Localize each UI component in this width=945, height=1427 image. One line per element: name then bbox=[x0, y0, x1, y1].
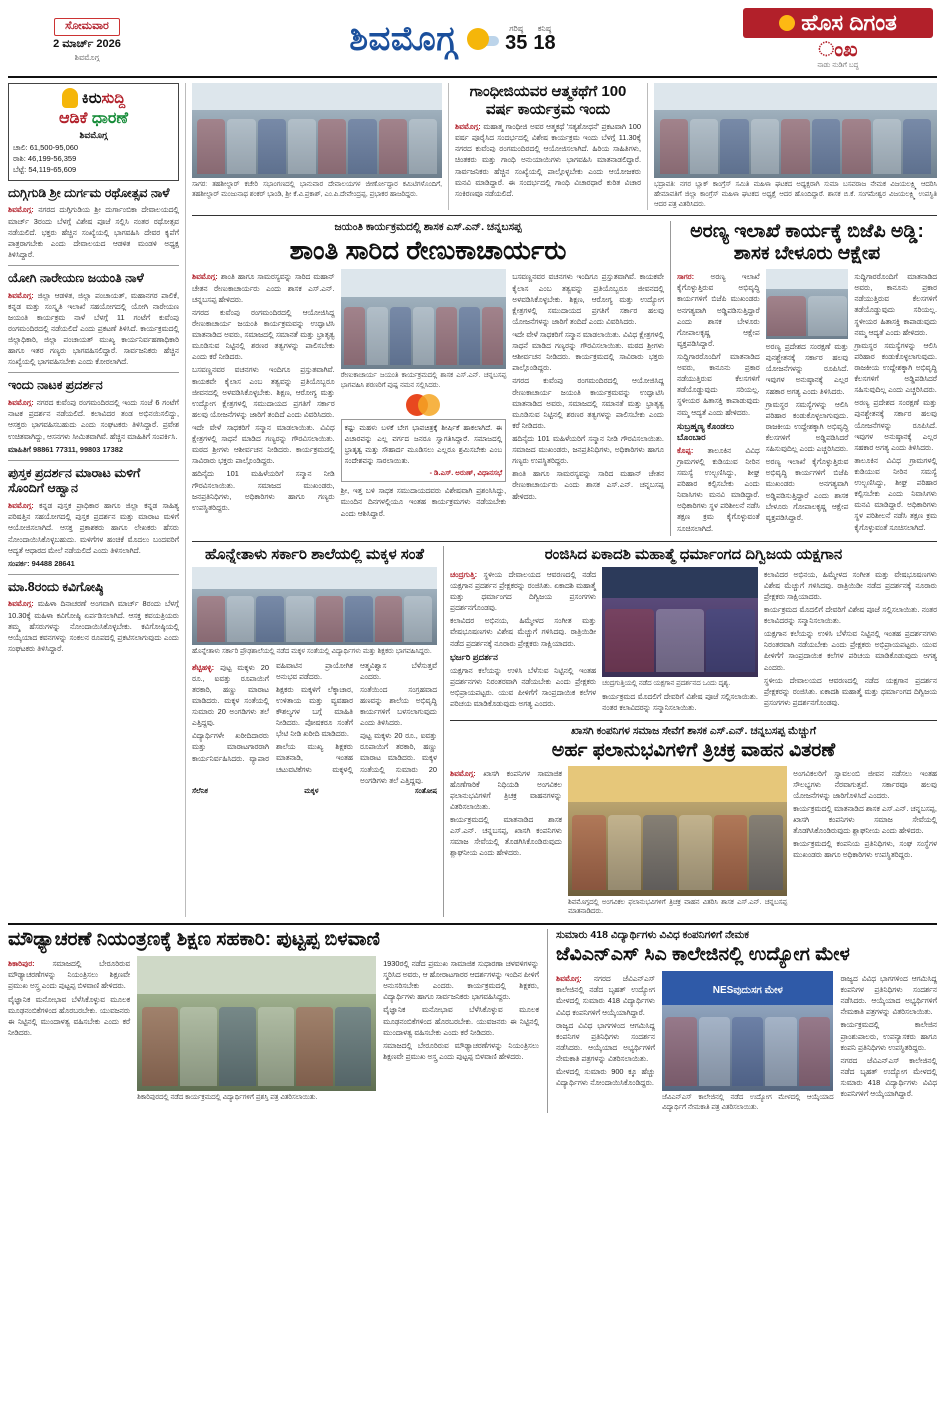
sidebar-headline-1: ದುಗ್ಗಿಗುಡಿ ಶ್ರೀ ದುರ್ಗಮ ರಥೋತ್ಸವ ನಾಳೆ bbox=[8, 185, 170, 200]
brand-sun-icon bbox=[779, 15, 795, 31]
job-fair-kicker: ಸುಮಾರು 418 ವಿದ್ಯಾರ್ಥಿಗಳು ವಿವಿಧ ಕಂಪನಿಗಳಿಗೆ ನೇಮಕ bbox=[556, 929, 750, 942]
masthead bbox=[8, 6, 937, 78]
sidebar-news-5: ಮಾ.8ರಂದು ಕವಿಗೋಷ್ಠಿ ಶಿವಮೊಗ್ಗ: ಮಹಿಳಾ ದಿನಾಚರಣೆ ಅಂಗವಾಗಿ ಮಾರ್ಚ್ 8ರಂದು ಬೆಳಗ್ಗೆ 10.30ಕ್ಕೆ ಮಹಿಳಾ ಕವಿಗೋಷ್ಠಿ ಏರ್ಪಡಿಸಲಾಗಿದೆ. ಆಸಕ್ತ ಕವಯತ್ರಿಯರು ತಮ್ಮ ಹೆಸರುಗಳನ್ನು ನೋಂದಾಯಿಸಿಕೊಳ್ಳಬೇಕು. ಕವಿಗೋಷ್ಠಿಯಲ್ಲಿ ಆಯ್ಕೆಯಾದ ಕವನಗಳನ್ನು ಸಂಕಲನ ರೂಪದಲ್ಲಿ ಪ್ರಕಟಿಸಲಾಗುವುದು ಎಂದು ಸಂಘಟಕರು ತಿಳಿಸಿದ್ದಾರೆ. bbox=[8, 579, 179, 654]
brand-sub: ಂಖ bbox=[818, 39, 858, 61]
photo-renukacharya-jayanti bbox=[341, 269, 507, 369]
superstition-headline: ಮೌಢ್ಯಾಚರಣೆ ನಿಯಂತ್ರಣಕ್ಕೆ ಶಿಕ್ಷಣ ಸಹಕಾರಿ: ಪುಟ್ಟಪ್ಪ ಬಿಳವಾಣಿ bbox=[8, 929, 380, 951]
yakshagana-subhead: ಭರ್ಜರಿ ಪ್ರದರ್ಶನ bbox=[450, 651, 498, 662]
masthead-day: ಸೋಮವಾರ bbox=[54, 18, 120, 36]
masthead-center bbox=[162, 20, 743, 59]
ad-city-1: ಶಿವಮೊಗ್ಗ bbox=[79, 130, 108, 140]
photo-caption: ಸಾಗರ: ತಹಶೀಲ್ದಾರ್ ಕಚೇರಿ ಸಭಾಂಗಣದಲ್ಲಿ ಭಾನುವಾರ ದೇವಾಲಯಗಳ ಜೀರ್ಣೋದ್ಧಾರ ಕಮಿಟಿಗಳೊಂದಿಗೆ, ತಹಶೀಲ್ದಾರ್ ಮಂಜುನಾಥ ಶಂಕರ್ ಭಾಂಡಿ, ಶ್ರೀ ಕೆ.ವಿ.ಪ್ರಕಾಶ್, ಎಂ.ಪಿ.ದೇವೇಂದ್ರಪ್ಪ, ಪ್ರಭಾಕರ ಹಾಜರಿದ್ದರು. bbox=[192, 181, 442, 198]
sidebar-headline-4: ಪುಸ್ತಕ ಪ್ರದರ್ಶನ ಮಾರಾಟ ಮಳಿಗೆ ಸೊಂದಿಗೆ ಆಹ್ವಾನ bbox=[8, 465, 141, 496]
sidebar-phone-3: ಮಾಹಿತಿಗೆ 98861 77311, 99803 17382 bbox=[8, 444, 123, 454]
school-fair-footer-right: ಸಂತೋಷ bbox=[414, 787, 437, 795]
middle-section bbox=[192, 546, 937, 918]
sun-icon bbox=[467, 28, 489, 50]
top-photo-left-block bbox=[192, 83, 442, 210]
school-fair-footer-mid: ಮಕ್ಕಳ bbox=[304, 787, 319, 795]
masthead-date-block bbox=[12, 15, 162, 63]
photo-caption: ರೇಣುಕಾಚಾರ್ಯ ಜಯಂತಿ ಕಾರ್ಯಕ್ರಮದಲ್ಲಿ ಶಾಸಕ ಎಸ್.ಎನ್. ಚನ್ನಬಸಪ್ಪ ಭಾಗವಹಿಸಿ ಶರಣರಿಗೆ ಪುಷ್ಪ ನಮನ ಸಲ್ಲಿಸಿದರು. bbox=[340, 372, 507, 390]
masthead-date: 2 ಮಾರ್ಚ್ 2026 bbox=[53, 38, 121, 50]
photo-students-award bbox=[137, 956, 376, 1091]
top-center-headline: ಗಾಂಧೀಜಿಯವರ ಆತ್ಮಕಥೆಗೆ 100 ವರ್ಷ ಕಾರ್ಯಕ್ರಮ ಇಂದು bbox=[469, 83, 627, 118]
photo-mla-portrait bbox=[766, 269, 849, 339]
lead-col-3: ಬಸವಣ್ಣನವರ ವಚನಗಳು ಇಂದಿಗೂ ಪ್ರಸ್ತುತವಾಗಿವೆ. ಕಾಯಕವೇ ಕೈಲಾಸ ಎಂಬ ತತ್ವವನ್ನು ಪ್ರತಿಯೊಬ್ಬರೂ ಜೀವನದಲ್ಲಿ ಅಳವಡಿಸಿಕೊಳ್ಳಬೇಕು. ಶಿಕ್ಷಣ, ಆರೋಗ್ಯ ಮತ್ತು ಉದ್ಯೋಗ ಕ್ಷೇತ್ರಗಳಲ್ಲಿ ಸಮುದಾಯದ ಪ್ರಗತಿಗೆ ಸರ್ಕಾರ ಹಲವು ಯೋಜನೆಗಳನ್ನು ಜಾರಿಗೆ ತಂದಿದೆ ಎಂದು ವಿವರಿಸಿದರು. ಇದೇ ವೇಳೆ ಸಾಧಕರಿಗೆ ಸನ್ಮಾನ ಮಾಡಲಾಯಿತು. ವಿವಿಧ ಕ್ಷೇತ್ರಗಳಲ್ಲಿ ಸಾಧನೆ ಮಾಡಿದ ಗಣ್ಯರನ್ನು ಗೌರವಿಸಲಾಯಿತು. ಮಠದ ಶ್ರೀಗಳು ಆಶೀರ್ವಚನ ನೀಡಿದರು. ಕಾರ್ಯಕ್ರಮದಲ್ಲಿ ಸಾವಿರಾರು ಭಕ್ತರು ಪಾಲ್ಗೊಂಡಿದ್ದರು. ನಗರದ ಕುವೆಂಪು ರಂಗಮಂದಿರದಲ್ಲಿ ಆಯೋಜಿಸಿದ್ದ ರೇಣುಕಾಚಾರ್ಯ ಜಯಂತಿ ಕಾರ್ಯಕ್ರಮವನ್ನು ಉದ್ಘಾಟಿಸಿ ಮಾತನಾಡಿದ ಅವರು, ಸಮಾಜದಲ್ಲಿ ಸಮಾನತೆ ಮತ್ತು ಭ್ರಾತೃತ್ವ ಮೂಡಿಸುವ ನಿಟ್ಟಿನಲ್ಲಿ ಶರಣರ ತತ್ವಗಳನ್ನು ಪಾಲಿಸಬೇಕು ಎಂದು ಕರೆ ನೀಡಿದರು. ಹದಿನೈದು 101 ಮಹಿಳೆಯರಿಗೆ ಸನ್ಮಾನ ನೀಡಿ ಗೌರವಿಸಲಾಯಿತು. ಸಮಾಜದ ಮುಖಂಡರು, ಜನಪ್ರತಿನಿಧಿಗಳು, ಅಧಿಕಾರಿಗಳು ಹಾಗೂ ಗಣ್ಯರು ಉಪಸ್ಥಿತರಿದ್ದರು. ಶಾಂತಿ ಹಾಗೂ ಸಾಮರಸ್ಯವನ್ನು ಸಾರಿದ ಮಹಾನ್ ಚೇತನ ರೇಣುಕಾಚಾರ್ಯರು ಎಂದು ಶಾಸಕ ಎಸ್.ಎನ್. ಚನ್ನಬಸಪ್ಪ ಹೇಳಿದರು. bbox=[512, 272, 664, 501]
sidebar-news-4: ಪುಸ್ತಕ ಪ್ರದರ್ಶನ ಮಾರಾಟ ಮಳಿಗೆ ಸೊಂದಿಗೆ ಆಹ್ವಾನ ಶಿವಮೊಗ್ಗ: ಕನ್ನಡ ಪುಸ್ತಕ ಪ್ರಾಧಿಕಾರ ಹಾಗೂ ಜಿಲ್ಲಾ ಕನ್ನಡ ಸಾಹಿತ್ಯ ಪರಿಷತ್ತಿನ ಸಹಯೋಗದಲ್ಲಿ ಪುಸ್ತಕ ಪ್ರದರ್ಶನ ಮತ್ತು ಮಾರಾಟ ಮಳಿಗೆ ಆಯೋಜಿಸಲಾಗಿದೆ. ಆಸಕ್ತ ಪ್ರಕಾಶಕರು ಹಾಗೂ ಲೇಖಕರು ಹೆಸರು ನೋಂದಾಯಿಸಿಕೊಳ್ಳಬಹುದು. ಮಳಿಗೆಗಳ ಹಂಚಿಕೆ ಮೊದಲು ಬಂದವರಿಗೆ ಆದ್ಯತೆ ಆಧಾರದ ಮೇಲೆ ನಡೆಯಲಿದೆ ಎಂದು ತಿಳಿಸಲಾಗಿದೆ. ಸಂಪರ್ಕ: 94488 28641 bbox=[8, 465, 179, 568]
temp-max: ಗರಿಷ್ಠ 35 bbox=[505, 24, 528, 54]
brand-name: ಹೊಸ ದಿಗಂತ bbox=[743, 8, 933, 38]
sidebar-phone-4: ಸಂಪರ್ಕ: 94488 28641 bbox=[8, 558, 75, 568]
superstition-story: ಮೌಢ್ಯಾಚರಣೆ ನಿಯಂತ್ರಣಕ್ಕೆ ಶಿಕ್ಷಣ ಸಹಕಾರಿ: ಪುಟ್ಟಪ್ಪ ಬಿಳವಾಣಿ ಶಿಕಾರಿಪುರ: ಸಮಾಜದಲ್ಲಿ ಬೇರೂರಿರುವ ಮೌಢ್ಯಾಚರಣೆಗಳನ್ನು ನಿಯಂತ್ರಿಸಲು ಶಿಕ್ಷಣವೇ ಪ್ರಮುಖ ಅಸ್ತ್ರ ಎಂದು ಪುಟ್ಟಪ್ಪ ಬಿಳವಾಣಿ ಹೇಳಿದರು. ವೈಜ್ಞಾನಿಕ ಮನೋಭಾವ ಬೆಳೆಸಿಕೊಳ್ಳುವ ಮೂಲಕ ಮೂಢನಂಬಿಕೆಗಳಿಂದ ಹೊರಬರಬೇಕು. ಯುವಜನರು ಈ ನಿಟ್ಟಿನಲ್ಲಿ ಮುಂದಾಳತ್ವ ವಹಿಸಬೇಕು ಎಂದು ಕರೆ ನೀಡಿದರು. ಶಿಕಾರಿಪುರದಲ್ಲಿ ನಡೆದ ಕಾರ್ಯಕ್ರಮದಲ್ಲಿ ವಿದ್ಯಾರ್ಥಿಗಳಿಗೆ ಪ್ರಶಸ್ತಿ ಪತ್ರ ವಿತರಿಸಲಾಯಿತು. 1930ರಲ್ಲಿ ನಡೆದ ಪ್ರಮುಖ ಸಾಮಾಜಿಕ ಸುಧಾರಣಾ ಚಳವಳಿಗಳನ್ನು ಸ್ಮರಿಸಿದ ಅವರು, ಆ ಹೋರಾಟಗಾರರ ಆದರ್ಶಗಳನ್ನು ಇಂದಿನ ಪೀಳಿಗೆ ಅನುಸರಿಸಬೇಕು ಎಂದರು. ಕಾರ್ಯಕ್ರಮದಲ್ಲಿ ಶಿಕ್ಷಕರು, ವಿದ್ಯಾರ್ಥಿಗಳು ಹಾಗೂ ಸಾರ್ವಜನಿಕರು ಭಾಗವಹಿಸಿದ್ದರು. ವೈಜ್ಞಾನಿಕ ಮನೋಭಾವ ಬೆಳೆಸಿಕೊಳ್ಳುವ ಮೂಲಕ ಮೂಢನಂಬಿಕೆಗಳಿಂದ ಹೊರಬರಬೇಕು. ಯುವಜನರು ಈ ನಿಟ್ಟಿನಲ್ಲಿ ಮುಂದಾಳತ್ವ ವಹಿಸಬೇಕು ಎಂದು ಕರೆ ನೀಡಿದರು. ಸಮಾಜದಲ್ಲಿ ಬೇರೂರಿರುವ ಮೌಢ್ಯಾಚರಣೆಗಳನ್ನು ನಿಯಂತ್ರಿಸಲು ಶಿಕ್ಷಣವೇ ಪ್ರಮುಖ ಅಸ್ತ್ರ ಎಂದು ಪುಟ್ಟಪ್ಪ ಬಿಳವಾಣಿ ಹೇಳಿದರು. bbox=[8, 929, 548, 1112]
photo-banner-text: NESವುದುಸಗ ಮೇಳ bbox=[712, 985, 783, 997]
yakshagana-headline: ರಂಜಿಸಿದ ಏಕಾದಶಿ ಮಹಾತ್ಮೆ ಧರ್ಮಾಂಗದ ದಿಗ್ವಿಜಯ ಯಕ್ಷಗಾನ bbox=[544, 545, 843, 563]
school-fair-footer-left: ಸೆಲೆನಿಕ bbox=[192, 787, 208, 795]
photo-school-fair bbox=[192, 567, 437, 645]
photo-caption: ಭದ್ರಾವತಿ: ನಗರ ಬ್ಲಾಕ್ ಕಾಂಗ್ರೆಸ್ ಸಮಿತಿ ಮಹಿಳಾ ಘಟಕದ ಅಧ್ಯಕ್ಷರಾಗಿ ಸುಮಾ ಬಸವರಾಜ ನೇಮಕ ವಿಜಯಲಕ್ಷ್ಮಿ ಆದರಿಸಿ ಹೇಮಾವತಿಗೆ ಜಿಲ್ಲಾ ಕಾಂಗ್ರೆಸ್ ಮಹಿಳಾ ಘಟಕದ ಅಧ್ಯಕ್ಷೆ ಆದರ ಹೊಂದಿದ್ದಾರೆ. ಶಾಸಕ ಬಿ.ಕೆ. ಸಂಗಮೇಶ್ವರ ವಿಜಯಲಕ್ಷ್ಮಿ ಉಪಸ್ಥಿತಿ ಆದರ ಪತ್ರ ವಿತರಿಸಿದರು. bbox=[654, 181, 937, 208]
divider bbox=[8, 372, 179, 373]
sidebar-column bbox=[8, 83, 186, 917]
job-fair-headline: ಜೆವಿಎನ್ಎಸ್ ಸಿಎ ಕಾಲೇಜಿನಲ್ಲಿ ಉದ್ಯೋಗ ಮೇಳ bbox=[556, 944, 850, 966]
sidebar-headline-2: ಯೋಗಿ ನಾರೇಯಣ ಜಯಂತಿ ನಾಳೆ bbox=[8, 270, 144, 285]
temp-min: ಕನಿಷ್ಠ 18 bbox=[533, 24, 556, 54]
sidebar-headline-3: ಇಂದು ನಾಟಕ ಪ್ರದರ್ಶನ bbox=[8, 378, 103, 393]
lead-section bbox=[192, 221, 937, 536]
top-strip bbox=[192, 83, 937, 216]
job-fair-story: ಸುಮಾರು 418 ವಿದ್ಯಾರ್ಥಿಗಳು ವಿವಿಧ ಕಂಪನಿಗಳಿಗೆ ನೇಮಕ ಜೆವಿಎನ್ಎಸ್ ಸಿಎ ಕಾಲೇಜಿನಲ್ಲಿ ಉದ್ಯೋಗ ಮೇಳ ಶಿವಮೊಗ್ಗ: ನಗರದ ಜೆವಿಎನ್ಎಸ್ ಕಾಲೇಜಿನಲ್ಲಿ ನಡೆದ ಬೃಹತ್ ಉದ್ಯೋಗ ಮೇಳದಲ್ಲಿ ಸುಮಾರು 418 ವಿದ್ಯಾರ್ಥಿಗಳು ವಿವಿಧ ಕಂಪನಿಗಳಿಗೆ ಆಯ್ಕೆಯಾಗಿದ್ದಾರೆ. ರಾಜ್ಯದ ವಿವಿಧ ಭಾಗಗಳಿಂದ ಆಗಮಿಸಿದ್ದ ಕಂಪನಿಗಳ ಪ್ರತಿನಿಧಿಗಳು ಸಂದರ್ಶನ ನಡೆಸಿದರು. ಆಯ್ಕೆಯಾದ ಅಭ್ಯರ್ಥಿಗಳಿಗೆ ನೇಮಕಾತಿ ಪತ್ರಗಳನ್ನು ವಿತರಿಸಲಾಯಿತು. ಮೇಳದಲ್ಲಿ ಸುಮಾರು 900 ಕ್ಕೂ ಹೆಚ್ಚು ವಿದ್ಯಾರ್ಥಿಗಳು ನೋಂದಾಯಿಸಿಕೊಂಡಿದ್ದರು. NESವುದುಸಗ ಮೇಳ ಜೆವಿಎನ್ಎಸ್ ಕಾಲೇಜಿನಲ್ಲಿ ನಡೆದ ಉದ್ಯೋಗ ಮೇಳದಲ್ಲಿ ಆಯ್ಕೆಯಾದ ವಿದ್ಯಾರ್ಥಿಗೆ ನೇಮಕಾತಿ ಪತ್ರ ವಿತರಿಸಲಾಯಿತು. ರಾಜ್ಯದ ವಿವಿಧ ಭಾಗಗಳಿಂದ ಆಗಮಿಸಿದ್ದ ಕಂಪನಿಗಳ ಪ್ರತಿನಿಧಿಗಳು ಸಂದರ್ಶನ ನಡೆಸಿದರು. ಆಯ್ಕೆಯಾದ ಅಭ್ಯರ್ಥಿಗಳಿಗೆ ನೇಮಕಾತಿ ಪತ್ರಗಳನ್ನು ವಿತರಿಸಲಾಯಿತು. ಕಾರ್ಯಕ್ರಮದಲ್ಲಿ ಕಾಲೇಜಿನ ಪ್ರಾಂಶುಪಾಲರು, ಉಪನ್ಯಾಸಕರು ಹಾಗೂ ಕಂಪನಿ ಪ್ರತಿನಿಧಿಗಳು ಉಪಸ್ಥಿತರಿದ್ದರು. ನಗರದ ಜೆವಿಎನ್ಎಸ್ ಕಾಲೇಜಿನಲ್ಲಿ ನಡೆದ ಬೃಹತ್ ಉದ್ಯೋಗ ಮೇಳದಲ್ಲಿ ಸುಮಾರು 418 ವಿದ್ಯಾರ್ಥಿಗಳು ವಿವಿಧ ಕಂಪನಿಗಳಿಗೆ ಆಯ್ಕೆಯಾಗಿದ್ದಾರೆ. bbox=[556, 929, 937, 1111]
photo-caption: ಜೆವಿಎನ್ಎಸ್ ಕಾಲೇಜಿನಲ್ಲಿ ನಡೆದ ಉದ್ಯೋಗ ಮೇಳದಲ್ಲಿ ಆಯ್ಕೆಯಾದ ವಿದ್ಯಾರ್ಥಿಗೆ ನೇಮಕಾತಿ ಪತ್ರ ವಿತರಿಸಲಾಯಿತು. bbox=[662, 1094, 834, 1111]
bulb-icon bbox=[62, 88, 78, 108]
brand-tagline: ನಾಡು ನುಡಿಗೆ ಬದ್ಧ bbox=[817, 62, 859, 69]
edition-title: ಶಿವಮೊಗ್ಗ bbox=[349, 19, 458, 58]
photo-bhadravathi-congress bbox=[654, 83, 937, 178]
forest-subhead: ಸುಬ್ರಹ್ಮಣ್ಯ ಕೊಂಡಲು ಬೊಂಬಾರ bbox=[677, 420, 734, 442]
school-fair-headline: ಹೊನ್ನೇತಾಳು ಸರ್ಕಾರಿ ಶಾಲೆಯಲ್ಲಿ ಮಕ್ಕಳ ಸಂತೆ bbox=[205, 545, 424, 563]
sidebar-news-2: ಯೋಗಿ ನಾರೇಯಣ ಜಯಂತಿ ನಾಳೆ ಶಿವಮೊಗ್ಗ: ಜಿಲ್ಲಾ ಆಡಳಿತ, ಜಿಲ್ಲಾ ಪಂಚಾಯತ್, ಮಹಾನಗರ ಪಾಲಿಕೆ, ಕನ್ನಡ ಮತ್ತು ಸಂಸ್ಕೃತಿ ಇಲಾಖೆ ಸಹಯೋಗದಲ್ಲಿ ಯೋಗಿ ನಾರೇಯಣ ಜಯಂತಿ ಕಾರ್ಯಕ್ರಮ ನಾಳೆ ಬೆಳಗ್ಗೆ 11 ಗಂಟೆಗೆ ಕುವೆಂಪು ರಂಗಮಂದಿರದಲ್ಲಿ ನಡೆಯಲಿದೆ ಎಂದು ಪ್ರಕಟಣೆ ತಿಳಿಸಿದೆ. ಕಾರ್ಯಕ್ರಮದಲ್ಲಿ ಜಿಲ್ಲಾಧಿಕಾರಿ, ಜಿಲ್ಲಾ ಪಂಚಾಯತ್ ಮುಖ್ಯ ಕಾರ್ಯನಿರ್ವಹಣಾಧಿಕಾರಿ ಹಾಗೂ ಇತರ ಗಣ್ಯರು ಭಾಗವಹಿಸಲಿದ್ದಾರೆ. ಸಾರ್ವಜನಿಕರು ಹೆಚ್ಚಿನ ಸಂಖ್ಯೆಯಲ್ಲಿ ಭಾಗವಹಿಸಬೇಕು ಎಂದು ಕೋರಲಾಗಿದೆ. bbox=[8, 270, 179, 367]
photo-sagar-meeting bbox=[192, 83, 442, 178]
photo-caption: ಶಿವಮೊಗ್ಗದಲ್ಲಿ ಅಂಗವಿಕಲ ಫಲಾನುಭವಿಗಳಿಗೆ ತ್ರಿಚಕ್ರ ವಾಹನ ವಿತರಿಸಿ ಶಾಸಕ ಎಸ್.ಎನ್. ಚನ್ನಬಸಪ್ಪ ಮಾತನಾಡಿದರು. bbox=[568, 898, 788, 916]
forest-story: ಅರಣ್ಯ ಇಲಾಖೆ ಕಾರ್ಯಕ್ಕೆ ಬಿಜೆಪಿ ಅಡ್ಡಿ: ಶಾಸಕ ಬೇಳೂರು ಆಕ್ಷೇಪ ಸಾಗರ: ಅರಣ್ಯ ಇಲಾಖೆ ಕೈಗೊಳ್ಳುತ್ತಿರುವ ಅಭಿವೃದ್ಧಿ ಕಾರ್ಯಗಳಿಗೆ ಬಿಜೆಪಿ ಮುಖಂಡರು ಅನಗತ್ಯವಾಗಿ ಅಡ್ಡಿಪಡಿಸುತ್ತಿದ್ದಾರೆ ಎಂದು ಶಾಸಕ ಬೇಳೂರು ಗೋಪಾಲಕೃಷ್ಣ ಆಕ್ಷೇಪ ವ್ಯಕ್ತಪಡಿಸಿದ್ದಾರೆ. ಸುದ್ದಿಗಾರರೊಂದಿಗೆ ಮಾತನಾಡಿದ ಅವರು, ಕಾನೂನು ಪ್ರಕಾರ ನಡೆಯುತ್ತಿರುವ ಕೆಲಸಗಳಿಗೆ ತಡೆಯೊಡ್ಡುವುದು ಸರಿಯಲ್ಲ. ಸ್ಥಳೀಯರ ಹಿತಾಸಕ್ತಿ ಕಾಪಾಡುವುದು ನಮ್ಮ ಆದ್ಯತೆ ಎಂದು ಹೇಳಿದರು. ಸುಬ್ರಹ್ಮಣ್ಯ ಕೊಂಡಲು ಬೊಂಬಾರ ಕೊಪ್ಪ: ತಾಲೂಕಿನ ವಿವಿಧ ಗ್ರಾಮಗಳಲ್ಲಿ ಕುಡಿಯುವ ನೀರಿನ ಸಮಸ್ಯೆ ಉಲ್ಬಣಿಸಿದ್ದು, ಶೀಘ್ರ ಪರಿಹಾರ ಕಲ್ಪಿಸಬೇಕು ಎಂದು ನಿವಾಸಿಗಳು ಮನವಿ ಮಾಡಿದ್ದಾರೆ. ಅಧಿಕಾರಿಗಳು ಸ್ಥಳ ಪರಿಶೀಲನೆ ನಡೆಸಿ ತಕ್ಷಣ ಕ್ರಮ ಕೈಗೊಳ್ಳುವಂತೆ ಸೂಚಿಸಲಾಗಿದೆ. ಅರಣ್ಯ ಪ್ರದೇಶದ ಸಂರಕ್ಷಣೆ ಮತ್ತು ಪುನಶ್ಚೇತನಕ್ಕೆ ಸರ್ಕಾರ ಹಲವು ಯೋಜನೆಗಳನ್ನು ರೂಪಿಸಿದೆ. ಇವುಗಳ ಅನುಷ್ಠಾನಕ್ಕೆ ಎಲ್ಲರ ಸಹಕಾರ ಅಗತ್ಯ ಎಂದು ತಿಳಿಸಿದರು. ಗ್ರಾಮಸ್ಥರ ಸಮಸ್ಯೆಗಳನ್ನು ಆಲಿಸಿ ಪರಿಹಾರ ಕಂಡುಕೊಳ್ಳಲಾಗುವುದು. ರಾಜಕೀಯ ಉದ್ದೇಶಕ್ಕಾಗಿ ಅಭಿವೃದ್ಧಿ ಕೆಲಸಗಳಿಗೆ ಅಡ್ಡಿಪಡಿಸಿದರೆ ಸಹಿಸುವುದಿಲ್ಲ ಎಂದು ಎಚ್ಚರಿಸಿದರು. ಅರಣ್ಯ ಇಲಾಖೆ ಕೈಗೊಳ್ಳುತ್ತಿರುವ ಅಭಿವೃದ್ಧಿ ಕಾರ್ಯಗಳಿಗೆ ಬಿಜೆಪಿ ಮುಖಂಡರು ಅನಗತ್ಯವಾಗಿ ಅಡ್ಡಿಪಡಿಸುತ್ತಿದ್ದಾರೆ ಎಂದು ಶಾಸಕ ಬೇಳೂರು ಗೋಪಾಲಕೃಷ್ಣ ಆಕ್ಷೇಪ ವ್ಯಕ್ತಪಡಿಸಿದ್ದಾರೆ. ಸುದ್ದಿಗಾರರೊಂದಿಗೆ ಮಾತನಾಡಿದ ಅವರು, ಕಾನೂನು ಪ್ರಕಾರ ನಡೆಯುತ್ತಿರುವ ಕೆಲಸಗಳಿಗೆ ತಡೆಯೊಡ್ಡುವುದು ಸರಿಯಲ್ಲ. ಸ್ಥಳೀಯರ ಹಿತಾಸಕ್ತಿ ಕಾಪಾಡುವುದು ನಮ್ಮ ಆದ್ಯತೆ ಎಂದು ಹೇಳಿದರು. ಗ್ರಾಮಸ್ಥರ ಸಮಸ್ಯೆಗಳನ್ನು ಆಲಿಸಿ ಪರಿಹಾರ ಕಂಡುಕೊಳ್ಳಲಾಗುವುದು. ರಾಜಕೀಯ ಉದ್ದೇಶಕ್ಕಾಗಿ ಅಭಿವೃದ್ಧಿ ಕೆಲಸಗಳಿಗೆ ಅಡ್ಡಿಪಡಿಸಿದರೆ ಸಹಿಸುವುದಿಲ್ಲ ಎಂದು ಎಚ್ಚರಿಸಿದರು. ಅರಣ್ಯ ಪ್ರದೇಶದ ಸಂರಕ್ಷಣೆ ಮತ್ತು ಪುನಶ್ಚೇತನಕ್ಕೆ ಸರ್ಕಾರ ಹಲವು ಯೋಜನೆಗಳನ್ನು ರೂಪಿಸಿದೆ. ಇವುಗಳ ಅನುಷ್ಠಾನಕ್ಕೆ ಎಲ್ಲರ ಸಹಕಾರ ಅಗತ್ಯ ಎಂದು ತಿಳಿಸಿದರು. ತಾಲೂಕಿನ ವಿವಿಧ ಗ್ರಾಮಗಳಲ್ಲಿ ಕುಡಿಯುವ ನೀರಿನ ಸಮಸ್ಯೆ ಉಲ್ಬಣಿಸಿದ್ದು, ಶೀಘ್ರ ಪರಿಹಾರ ಕಲ್ಪಿಸಬೇಕು ಎಂದು ನಿವಾಸಿಗಳು ಮನವಿ ಮಾಡಿದ್ದಾರೆ. ಅಧಿಕಾರಿಗಳು ಸ್ಥಳ ಪರಿಶೀಲನೆ ನಡೆಸಿ ತಕ್ಷಣ ಕ್ರಮ ಕೈಗೊಳ್ಳುವಂತೆ ಸೂಚಿಸಲಾಗಿದೆ. bbox=[677, 220, 938, 533]
lead-col-2: ರೇಣುಕಾಚಾರ್ಯ ಜಯಂತಿ ಕಾರ್ಯಕ್ರಮದಲ್ಲಿ ಶಾಸಕ ಎಸ್.ಎನ್. ಚನ್ನಬಸಪ್ಪ ಭಾಗವಹಿಸಿ ಶರಣರಿಗೆ ಪುಷ್ಪ ನಮನ ಸಲ್ಲಿಸಿದರು. ಕಷ್ಟು ಮಹಳು ಬಳಕೆ ಬೇಗ ಭಾವಚಿತ್ರಕ್ಕೆ ಶೀರ್ಷಿಕೆ ಹಾಕಲಾಗಿದೆ. ಈ ವಿಚಾರವನ್ನು ಎಲ್ಲ ವರ್ಗದ ಜನರೂ ಸ್ವಾಗತಿಸಿದ್ದಾರೆ. ಸಮಾಜದಲ್ಲಿ ಭ್ರಾತೃತ್ವ ಮತ್ತು ಸೌಹಾರ್ದ ಮೂಡಿಸಲು ಎಲ್ಲರೂ ಶ್ರಮಿಸಬೇಕು ಎಂಬ ಸಂದೇಶವನ್ನು ಸಾರಲಾಯಿತು. - ಡಿ.ಎಸ್. ಅರುಣ್, ವಿಧಾನಸಭೆ ಶ್ರೀ, ಇತ್ತ ಬಳಿ ಸಾಧಕ ಸಮುದಾಯದವರು ವಿಶೇಷವಾಗಿ ಪ್ರಶಂಸಿಸಿದ್ದು, ಮುಂದಿನ ದಿನಗಳಲ್ಲಿಯೂ ಇಂತಹ ಕಾರ್ಯಕ್ರಮಗಳು ನಡೆಯಬೇಕು ಎಂದು ಆಶಿಸಿದ್ದಾರೆ. bbox=[341, 269, 507, 520]
yakshagana-and-vehicle: ರಂಜಿಸಿದ ಏಕಾದಶಿ ಮಹಾತ್ಮೆ ಧರ್ಮಾಂಗದ ದಿಗ್ವಿಜಯ ಯಕ್ಷಗಾನ ಚಂದ್ರಗುತ್ತಿ: ಸ್ಥಳೀಯ ದೇವಾಲಯದ ಆವರಣದಲ್ಲಿ ನಡೆದ ಯಕ್ಷಗಾನ ಪ್ರದರ್ಶನ ಪ್ರೇಕ್ಷಕರನ್ನು ರಂಜಿಸಿತು. ಏಕಾದಶಿ ಮಹಾತ್ಮೆ ಮತ್ತು ಧರ್ಮಾಂಗದ ದಿಗ್ವಿಜಯ ಪ್ರಸಂಗಗಳು ಪ್ರದರ್ಶನಗೊಂಡವು. ಕಲಾವಿದರ ಅಭಿನಯ, ಹಿಮ್ಮೇಳದ ಸಂಗೀತ ಮತ್ತು ವೇಷಭೂಷಣಗಳು ವಿಶೇಷ ಮೆಚ್ಚುಗೆ ಗಳಿಸಿದವು. ರಾತ್ರಿಯಿಡೀ ನಡೆದ ಪ್ರದರ್ಶನಕ್ಕೆ ನೂರಾರು ಪ್ರೇಕ್ಷಕರು ಸಾಕ್ಷಿಯಾದರು. ಭರ್ಜರಿ ಪ್ರದರ್ಶನ ಯಕ್ಷಗಾನ ಕಲೆಯನ್ನು ಉಳಿಸಿ ಬೆಳೆಸುವ ನಿಟ್ಟಿನಲ್ಲಿ ಇಂತಹ ಪ್ರದರ್ಶನಗಳು ನಿರಂತರವಾಗಿ ನಡೆಯಬೇಕು ಎಂದು ಪ್ರೇಕ್ಷಕರು ಅಭಿಪ್ರಾಯಪಟ್ಟರು. ಯುವ ಪೀಳಿಗೆಗೆ ಸಾಂಪ್ರದಾಯಿಕ ಕಲೆಗಳ ಪರಿಚಯ ಮಾಡಿಕೊಡುವುದು ಅಗತ್ಯ ಎಂದರು. ಚಂದ್ರಗುತ್ತಿಯಲ್ಲಿ ನಡೆದ ಯಕ್ಷಗಾನ ಪ್ರದರ್ಶನದ ಒಂದು ದೃಶ್ಯ. ಕಾರ್ಯಕ್ರಮದ ಮೊದಲಿಗೆ ದೇವರಿಗೆ ವಿಶೇಷ ಪೂಜೆ ಸಲ್ಲಿಸಲಾಯಿತು. ನಂತರ ಕಲಾವಿದರನ್ನು ಸನ್ಮಾನಿಸಲಾಯಿತು. ಕಲಾವಿದರ ಅಭಿನಯ, ಹಿಮ್ಮೇಳದ ಸಂಗೀತ ಮತ್ತು ವೇಷಭೂಷಣಗಳು ವಿಶೇಷ ಮೆಚ್ಚುಗೆ ಗಳಿಸಿದವು. ರಾತ್ರಿಯಿಡೀ ನಡೆದ ಪ್ರದರ್ಶನಕ್ಕೆ ನೂರಾರು ಪ್ರೇಕ್ಷಕರು ಸಾಕ್ಷಿಯಾದರು. ಕಾರ್ಯಕ್ರಮದ ಮೊದಲಿಗೆ ದೇವರಿಗೆ ವಿಶೇಷ ಪೂಜೆ ಸಲ್ಲಿಸಲಾಯಿತು. ನಂತರ ಕಲಾವಿದರನ್ನು ಸನ್ಮಾನಿಸಲಾಯಿತು. ಯಕ್ಷಗಾನ ಕಲೆಯನ್ನು ಉಳಿಸಿ ಬೆಳೆಸುವ ನಿಟ್ಟಿನಲ್ಲಿ ಇಂತಹ ಪ್ರದರ್ಶನಗಳು ನಿರಂತರವಾಗಿ ನಡೆಯಬೇಕು ಎಂದು ಪ್ರೇಕ್ಷಕರು ಅಭಿಪ್ರಾಯಪಟ್ಟರು. ಯುವ ಪೀಳಿಗೆಗೆ ಸಾಂಪ್ರದಾಯಿಕ ಕಲೆಗಳ ಪರಿಚಯ ಮಾಡಿಕೊಡುವುದು ಅಗತ್ಯ ಎಂದರು. ಸ್ಥಳೀಯ ದೇವಾಲಯದ ಆವರಣದಲ್ಲಿ ನಡೆದ ಯಕ್ಷಗಾನ ಪ್ರದರ್ಶನ ಪ್ರೇಕ್ಷಕರನ್ನು ರಂಜಿಸಿತು. ಏಕಾದಶಿ ಮಹಾತ್ಮೆ ಮತ್ತು ಧರ್ಮಾಂಗದ ದಿಗ್ವಿಜಯ ಪ್ರಸಂಗಗಳು ಪ್ರದರ್ಶನಗೊಂಡವು. ಖಾಸಗಿ ಕಂಪನಿಗಳ ಸಮಾಜ ಸೇವೆಗೆ ಶಾಸಕ ಎಸ್.ಎನ್. ಚನ್ನಬಸಪ್ಪ ಮೆಚ್ಚುಗೆ ಅರ್ಹ ಫಲಾನುಭವಿಗಳಿಗೆ ತ್ರಿಚಕ್ರ ವಾಹನ ವಿತರಣೆ ಶಿವಮೊಗ್ಗ: ಖಾಸಗಿ ಕಂಪನಿಗಳ ಸಾಮಾಜಿಕ ಹೊಣೆಗಾರಿಕೆ ನಿಧಿಯಡಿ ಅಂಗವಿಕಲ ಫಲಾನುಭವಿಗಳಿಗೆ ತ್ರಿಚಕ್ರ ವಾಹನಗಳನ್ನು ವಿತರಿಸಲಾಯಿತು. ಕಾರ್ಯಕ್ರಮದಲ್ಲಿ ಮಾತನಾಡಿದ ಶಾಸಕ ಎಸ್.ಎನ್. ಚನ್ನಬಸಪ್ಪ, ಖಾಸಗಿ ಕಂಪನಿಗಳು ಸಮಾಜ ಸೇವೆಯಲ್ಲಿ ತೊಡಗಿಸಿಕೊಂಡಿರುವುದು ಶ್ಲಾಘನೀಯ ಎಂದು ಹೇಳಿದರು. ಶಿವಮೊಗ್ಗದಲ್ಲಿ ಅಂಗವಿಕಲ ಫಲಾನುಭವಿಗಳಿಗೆ ತ್ರಿಚಕ್ರ ವಾಹನ ವಿತರಿಸಿ ಶಾಸಕ ಎಸ್.ಎನ್. ಚನ್ನಬಸಪ್ಪ ಮಾತನಾಡಿದರು. ಅಂಗವಿಕಲರಿಗೆ ಸ್ವಾವಲಂಬಿ ಜೀವನ ನಡೆಸಲು ಇಂತಹ ಸೌಲಭ್ಯಗಳು ನೆರವಾಗುತ್ತವೆ. ಸರ್ಕಾರವೂ ಹಲವು ಯೋಜನೆಗಳನ್ನು ಜಾರಿಗೊಳಿಸಿದೆ ಎಂದರು. ಕಾರ್ಯಕ್ರಮದಲ್ಲಿ ಮಾತನಾಡಿದ ಶಾಸಕ ಎಸ್.ಎನ್. ಚನ್ನಬಸಪ್ಪ, ಖಾಸಗಿ ಕಂಪನಿಗಳು ಸಮಾಜ ಸೇವೆಯಲ್ಲಿ ತೊಡಗಿಸಿಕೊಂಡಿರುವುದು ಶ್ಲಾಘನೀಯ ಎಂದು ಹೇಳಿದರು. ಕಾರ್ಯಕ್ರಮದಲ್ಲಿ ಕಂಪನಿಯ ಪ್ರತಿನಿಧಿಗಳು, ಸಂಘ ಸಂಸ್ಥೆಗಳ ಮುಖಂಡರು ಹಾಗೂ ಅಧಿಕಾರಿಗಳು ಉಪಸ್ಥಿತರಿದ್ದರು. bbox=[450, 545, 937, 916]
lead-story bbox=[192, 221, 671, 536]
masthead-place: ಶಿವಮೊಗ್ಗ bbox=[74, 52, 100, 62]
ad-box-areca-rates bbox=[8, 83, 179, 181]
school-fair-story: ಹೊನ್ನೇತಾಳು ಸರ್ಕಾರಿ ಶಾಲೆಯಲ್ಲಿ ಮಕ್ಕಳ ಸಂತೆ ಹೊನ್ನೇತಾಳು ಸರ್ಕಾರಿ ಪ್ರೌಢಶಾಲೆಯಲ್ಲಿ ನಡೆದ ಮಕ್ಕಳ ಸಂತೆಯಲ್ಲಿ ವಿದ್ಯಾರ್ಥಿಗಳು ಮತ್ತು ಶಿಕ್ಷಕರು ಭಾಗವಹಿಸಿದ್ದರು. ಶೆಟ್ಟಿಹಳ್ಳಿ: ಪುಟ್ಟ ಮಕ್ಕಳು 20 ರೂ., ಐವತ್ತು ರೂಪಾಯಿಗೆ ತರಕಾರಿ, ಹಣ್ಣು ಮಾರಾಟ ಮಾಡಿದರು. ಮಕ್ಕಳ ಸಂತೆಯಲ್ಲಿ ಸುಮಾರು 20 ಅಂಗಡಿಗಳು ತಲೆ ಎತ್ತಿದ್ದವು. ವಿದ್ಯಾರ್ಥಿಗಳೇ ಖರೀದಿದಾರರು ಮತ್ತು ಮಾರಾಟಗಾರರಾಗಿ ಕಾರ್ಯನಿರ್ವಹಿಸಿದರು. ವ್ಯಾಪಾರ ವಹಿವಾಟಿನ ಪ್ರಾಯೋಗಿಕ ಅನುಭವ ಪಡೆದರು. ಶಿಕ್ಷಕರು ಮಕ್ಕಳಿಗೆ ಲೆಕ್ಕಾಚಾರ, ಉಳಿತಾಯ ಮತ್ತು ವ್ಯವಹಾರ ಕೌಶಲ್ಯಗಳ ಬಗ್ಗೆ ಮಾಹಿತಿ ನೀಡಿದರು. ಪೋಷಕರೂ ಸಂತೆಗೆ ಭೇಟಿ ನೀಡಿ ಖರೀದಿ ಮಾಡಿದರು. ಶಾಲೆಯ ಮುಖ್ಯ ಶಿಕ್ಷಕರು ಮಾತನಾಡಿ, ಇಂತಹ ಚಟುವಟಿಕೆಗಳು ಮಕ್ಕಳಲ್ಲಿ ಆತ್ಮವಿಶ್ವಾಸ ಬೆಳೆಸುತ್ತವೆ ಎಂದರು. ಸಂತೆಯಿಂದ ಸಂಗ್ರಹವಾದ ಹಣವನ್ನು ಶಾಲೆಯ ಅಭಿವೃದ್ಧಿ ಕಾರ್ಯಗಳಿಗೆ ಬಳಸಲಾಗುವುದು ಎಂದು ತಿಳಿಸಿದರು. ಪುಟ್ಟ ಮಕ್ಕಳು 20 ರೂ., ಐವತ್ತು ರೂಪಾಯಿಗೆ ತರಕಾರಿ, ಹಣ್ಣು ಮಾರಾಟ ಮಾಡಿದರು. ಮಕ್ಕಳ ಸಂತೆಯಲ್ಲಿ ಸುಮಾರು 20 ಅಂಗಡಿಗಳು ತಲೆ ಎತ್ತಿದ್ದವು. ಸೆಲೆನಿಕ ಮಕ್ಕಳ ಸಂತೋಷ bbox=[192, 546, 444, 918]
photo-yakshagana bbox=[602, 567, 758, 677]
vehicle-kicker: ಖಾಸಗಿ ಕಂಪನಿಗಳ ಸಮಾಜ ಸೇವೆಗೆ ಶಾಸಕ ಎಸ್.ಎನ್. ಚನ್ನಬಸಪ್ಪ ಮೆಚ್ಚುಗೆ bbox=[570, 724, 817, 737]
photo-tricycle-distribution bbox=[568, 766, 787, 896]
pull-quote: ಕಷ್ಟು ಮಹಳು ಬಳಕೆ ಬೇಗ ಭಾವಚಿತ್ರಕ್ಕೆ ಶೀರ್ಷಿಕೆ ಹಾಕಲಾಗಿದೆ. ಈ ವಿಚಾರವನ್ನು ಎಲ್ಲ ವರ್ಗದ ಜನರೂ ಸ್ವಾಗತಿಸಿದ್ದಾರೆ. ಸಮಾಜದಲ್ಲಿ ಭ್ರಾತೃತ್ವ ಮತ್ತು ಸೌಹಾರ್ದ ಮೂಡಿಸಲು ಎಲ್ಲರೂ ಶ್ರಮಿಸಬೇಕು ಎಂಬ ಸಂದೇಶವನ್ನು ಸಾರಲಾಯಿತು. - ಡಿ.ಎಸ್. ಅರುಣ್, ವಿಧಾನಸಭೆ bbox=[341, 419, 507, 482]
main-column bbox=[192, 83, 937, 917]
lead-body bbox=[192, 269, 664, 520]
lead-kicker: ಜಯಂತಿ ಕಾರ್ಯಕ್ರಮದಲ್ಲಿ ಶಾಸಕ ಎಸ್.ಎನ್. ಚನ್ನಬಸಪ್ಪ bbox=[334, 220, 522, 233]
photo-caption: ಶಿಕಾರಿಪುರದಲ್ಲಿ ನಡೆದ ಕಾರ್ಯಕ್ರಮದಲ್ಲಿ ವಿದ್ಯಾರ್ಥಿಗಳಿಗೆ ಪ್ರಶಸ್ತಿ ಪತ್ರ ವಿತರಿಸಲಾಯಿತು. bbox=[137, 1094, 318, 1102]
bottom-band bbox=[8, 923, 937, 1112]
sidebar-headline-5: ಮಾ.8ರಂದು ಕವಿಗೋಷ್ಠಿ bbox=[8, 579, 104, 594]
forest-headline: ಅರಣ್ಯ ಇಲಾಖೆ ಕಾರ್ಯಕ್ಕೆ ಬಿಜೆಪಿ ಅಡ್ಡಿ: ಶಾಸಕ ಬೇಳೂರು ಆಕ್ಷೇಪ bbox=[690, 220, 924, 265]
ad-title: ಆಡಿಕೆ ಧಾರಣೆ bbox=[58, 110, 129, 127]
divider bbox=[8, 265, 179, 266]
photo-caption: ಚಂದ್ರಗುತ್ತಿಯಲ್ಲಿ ನಡೆದ ಯಕ್ಷಗಾನ ಪ್ರದರ್ಶನದ ಒಂದು ದೃಶ್ಯ. bbox=[602, 679, 731, 687]
page-body bbox=[8, 83, 937, 917]
vehicle-story: ಖಾಸಗಿ ಕಂಪನಿಗಳ ಸಮಾಜ ಸೇವೆಗೆ ಶಾಸಕ ಎಸ್.ಎನ್. ಚನ್ನಬಸಪ್ಪ ಮೆಚ್ಚುಗೆ ಅರ್ಹ ಫಲಾನುಭವಿಗಳಿಗೆ ತ್ರಿಚಕ್ರ ವಾಹನ ವಿತರಣೆ ಶಿವಮೊಗ್ಗ: ಖಾಸಗಿ ಕಂಪನಿಗಳ ಸಾಮಾಜಿಕ ಹೊಣೆಗಾರಿಕೆ ನಿಧಿಯಡಿ ಅಂಗವಿಕಲ ಫಲಾನುಭವಿಗಳಿಗೆ ತ್ರಿಚಕ್ರ ವಾಹನಗಳನ್ನು ವಿತರಿಸಲಾಯಿತು. ಕಾರ್ಯಕ್ರಮದಲ್ಲಿ ಮಾತನಾಡಿದ ಶಾಸಕ ಎಸ್.ಎನ್. ಚನ್ನಬಸಪ್ಪ, ಖಾಸಗಿ ಕಂಪನಿಗಳು ಸಮಾಜ ಸೇವೆಯಲ್ಲಿ ತೊಡಗಿಸಿಕೊಂಡಿರುವುದು ಶ್ಲಾಘನೀಯ ಎಂದು ಹೇಳಿದರು. ಶಿವಮೊಗ್ಗದಲ್ಲಿ ಅಂಗವಿಕಲ ಫಲಾನುಭವಿಗಳಿಗೆ ತ್ರಿಚಕ್ರ ವಾಹನ ವಿತರಿಸಿ ಶಾಸಕ ಎಸ್.ಎನ್. ಚನ್ನಬಸಪ್ಪ ಮಾತನಾಡಿದರು. ಅಂಗವಿಕಲರಿಗೆ ಸ್ವಾವಲಂಬಿ ಜೀವನ ನಡೆಸಲು ಇಂತಹ ಸೌಲಭ್ಯಗಳು ನೆರವಾಗುತ್ತವೆ. ಸರ್ಕಾರವೂ ಹಲವು ಯೋಜನೆಗಳನ್ನು ಜಾರಿಗೊಳಿಸಿದೆ ಎಂದರು. ಕಾರ್ಯಕ್ರಮದಲ್ಲಿ ಮಾತನಾಡಿದ ಶಾಸಕ ಎಸ್.ಎನ್. ಚನ್ನಬಸಪ್ಪ, ಖಾಸಗಿ ಕಂಪನಿಗಳು ಸಮಾಜ ಸೇವೆಯಲ್ಲಿ ತೊಡಗಿಸಿಕೊಂಡಿರುವುದು ಶ್ಲಾಘನೀಯ ಎಂದು ಹೇಳಿದರು. ಕಾರ್ಯಕ್ರಮದಲ್ಲಿ ಕಂಪನಿಯ ಪ್ರತಿನಿಧಿಗಳು, ಸಂಘ ಸಂಸ್ಥೆಗಳ ಮುಖಂಡರು ಹಾಗೂ ಅಧಿಕಾರಿಗಳು ಉಪಸ್ಥಿತರಿದ್ದರು. bbox=[450, 724, 937, 916]
sidebar-news-1: ದುಗ್ಗಿಗುಡಿ ಶ್ರೀ ದುರ್ಗಮ ರಥೋತ್ಸವ ನಾಳೆ ಶಿವಮೊಗ್ಗ: ನಗರದ ದುಗ್ಗಿಗುಡಿಯ ಶ್ರೀ ದುರ್ಗಾಂಬಿಕಾ ದೇವಾಲಯದಲ್ಲಿ ಮಾರ್ಚ್ 3ರಂದು ಬೆಳಗ್ಗೆ ವಿಶೇಷ ಪೂಜೆ ಸಲ್ಲಿಸಿ ನಂತರ ರಥೋತ್ಸವ ನಡೆಯಲಿದೆ. ಭಕ್ತರು ಹೆಚ್ಚಿನ ಸಂಖ್ಯೆಯಲ್ಲಿ ಭಾಗವಹಿಸಿ ದೇವರ ಕೃಪೆಗೆ ಪಾತ್ರರಾಗಬೇಕು ಎಂದು ದೇವಾಲಯದ ಆಡಳಿತ ಮಂಡಳಿ ಅಧ್ಯಕ್ಷ ತಿಳಿಸಿದ್ದಾರೆ. bbox=[8, 185, 179, 259]
card-brand-icon bbox=[406, 394, 440, 416]
top-center-story: ಗಾಂಧೀಜಿಯವರ ಆತ್ಮಕಥೆಗೆ 100 ವರ್ಷ ಕಾರ್ಯಕ್ರಮ ಇಂದು ಶಿವಮೊಗ್ಗ: ಮಹಾತ್ಮ ಗಾಂಧೀಜಿ ಅವರ ಆತ್ಮಕಥೆ 'ಸತ್ಯಶೋಧನೆ' ಪ್ರಕಟವಾಗಿ 100 ವರ್ಷ ಪೂರೈಸಿದ ಸಂದರ್ಭದಲ್ಲಿ ವಿಶೇಷ ಕಾರ್ಯಕ್ರಮ ಇಂದು ಬೆಳಗ್ಗೆ 11.30ಕ್ಕೆ ನಗರದ ಕುವೆಂಪು ರಂಗಮಂದಿರದಲ್ಲಿ ಆಯೋಜಿಸಲಾಗಿದೆ. ಹಿರಿಯ ಸಾಹಿತಿಗಳು, ಚಿಂತಕರು ಮತ್ತು ಗಾಂಧಿ ಅನುಯಾಯಿಗಳು ಭಾಗವಹಿಸಿ ಮಾತನಾಡಲಿದ್ದಾರೆ. ಸಾರ್ವಜನಿಕರು ಹೆಚ್ಚಿನ ಸಂಖ್ಯೆಯಲ್ಲಿ ಪಾಲ್ಗೊಳ್ಳಬೇಕು ಎಂದು ಆಯೋಜಕರು ಮನವಿ ಮಾಡಿದ್ದಾರೆ. ಈ ಸಂದರ್ಭದಲ್ಲಿ ಗಾಂಧಿ ವಿಚಾರಧಾರೆ ಕುರಿತ ವಿಚಾರ ಸಂಕಿರಣವೂ ನಡೆಯಲಿದೆ. bbox=[448, 83, 648, 210]
lead-col-1: ಶಿವಮೊಗ್ಗ: ಶಾಂತಿ ಹಾಗೂ ಸಾಮರಸ್ಯವನ್ನು ಸಾರಿದ ಮಹಾನ್ ಚೇತನ ರೇಣುಕಾಚಾರ್ಯರು ಎಂದು ಶಾಸಕ ಎಸ್.ಎನ್. ಚನ್ನಬಸಪ್ಪ ಹೇಳಿದರು. ನಗರದ ಕುವೆಂಪು ರಂಗಮಂದಿರದಲ್ಲಿ ಆಯೋಜಿಸಿದ್ದ ರೇಣುಕಾಚಾರ್ಯ ಜಯಂತಿ ಕಾರ್ಯಕ್ರಮವನ್ನು ಉದ್ಘಾಟಿಸಿ ಮಾತನಾಡಿದ ಅವರು, ಸಮಾಜದಲ್ಲಿ ಸಮಾನತೆ ಮತ್ತು ಭ್ರಾತೃತ್ವ ಮೂಡಿಸುವ ನಿಟ್ಟಿನಲ್ಲಿ ಶರಣರ ತತ್ವಗಳನ್ನು ಪಾಲಿಸಬೇಕು ಎಂದು ಕರೆ ನೀಡಿದರು. ಬಸವಣ್ಣನವರ ವಚನಗಳು ಇಂದಿಗೂ ಪ್ರಸ್ತುತವಾಗಿವೆ. ಕಾಯಕವೇ ಕೈಲಾಸ ಎಂಬ ತತ್ವವನ್ನು ಪ್ರತಿಯೊಬ್ಬರೂ ಜೀವನದಲ್ಲಿ ಅಳವಡಿಸಿಕೊಳ್ಳಬೇಕು. ಶಿಕ್ಷಣ, ಆರೋಗ್ಯ ಮತ್ತು ಉದ್ಯೋಗ ಕ್ಷೇತ್ರಗಳಲ್ಲಿ ಸಮುದಾಯದ ಪ್ರಗತಿಗೆ ಸರ್ಕಾರ ಹಲವು ಯೋಜನೆಗಳನ್ನು ಜಾರಿಗೆ ತಂದಿದೆ ಎಂದು ವಿವರಿಸಿದರು. ಇದೇ ವೇಳೆ ಸಾಧಕರಿಗೆ ಸನ್ಮಾನ ಮಾಡಲಾಯಿತು. ವಿವಿಧ ಕ್ಷೇತ್ರಗಳಲ್ಲಿ ಸಾಧನೆ ಮಾಡಿದ ಗಣ್ಯರನ್ನು ಗೌರವಿಸಲಾಯಿತು. ಮಠದ ಶ್ರೀಗಳು ಆಶೀರ್ವಚನ ನೀಡಿದರು. ಕಾರ್ಯಕ್ರಮದಲ್ಲಿ ಸಾವಿರಾರು ಭಕ್ತರು ಪಾಲ್ಗೊಂಡಿದ್ದರು. ಹದಿನೈದು 101 ಮಹಿಳೆಯರಿಗೆ ಸನ್ಮಾನ ನೀಡಿ ಗೌರವಿಸಲಾಯಿತು. ಸಮಾಜದ ಮುಖಂಡರು, ಜನಪ್ರತಿನಿಧಿಗಳು, ಅಧಿಕಾರಿಗಳು ಹಾಗೂ ಗಣ್ಯರು ಉಪಸ್ಥಿತರಿದ್ದರು. bbox=[192, 272, 335, 512]
ad-logo: ಕಿರುಸುದ್ದಿ bbox=[13, 88, 174, 108]
divider bbox=[8, 460, 179, 461]
lead-headline: ಶಾಂತಿ ಸಾರಿದ ರೇಣುಕಾಚಾರ್ಯರು bbox=[289, 234, 567, 265]
photo-caption: ಹೊನ್ನೇತಾಳು ಸರ್ಕಾರಿ ಪ್ರೌಢಶಾಲೆಯಲ್ಲಿ ನಡೆದ ಮಕ್ಕಳ ಸಂತೆಯಲ್ಲಿ ವಿದ್ಯಾರ್ಥಿಗಳು ಮತ್ತು ಶಿಕ್ಷಕರು ಭಾಗವಹಿಸಿದ್ದರು. bbox=[192, 647, 432, 655]
sidebar-news-3: ಇಂದು ನಾಟಕ ಪ್ರದರ್ಶನ ಶಿವಮೊಗ್ಗ: ನಗರದ ಕುವೆಂಪು ರಂಗಮಂದಿರದಲ್ಲಿ ಇಂದು ಸಂಜೆ 6 ಗಂಟೆಗೆ ನಾಟಕ ಪ್ರದರ್ಶನ ನಡೆಯಲಿದೆ. ಕಲಾವಿದರ ತಂಡ ಅಭಿನಯಿಸಲಿದ್ದು, ಆಸಕ್ತರು ಭಾಗವಹಿಸಬಹುದು ಎಂದು ಸಂಘಟಕರು ತಿಳಿಸಿದ್ದಾರೆ. ಪ್ರವೇಶ ಉಚಿತವಾಗಿದ್ದು, ಆಸನಗಳು ಸೀಮಿತವಾಗಿವೆ. ಹೆಚ್ಚಿನ ಮಾಹಿತಿಗೆ ಸಂಪರ್ಕಿಸಿ. ಮಾಹಿತಿಗೆ 98861 77311, 99803 17382 bbox=[8, 378, 179, 454]
top-photo-right-block bbox=[654, 83, 937, 210]
weather-widget bbox=[467, 25, 556, 53]
divider bbox=[8, 574, 179, 575]
ad-rates-1: ಚಾಲಿ: 61,500-95,060 ರಾಶಿ: 46,199-56,359 ಬೆಟ್ಟೆ: 54,119-65,609 bbox=[13, 143, 79, 174]
photo-job-fair bbox=[662, 971, 833, 1091]
vehicle-headline: ಅರ್ಹ ಫಲಾನುಭವಿಗಳಿಗೆ ತ್ರಿಚಕ್ರ ವಾಹನ ವಿತರಣೆ bbox=[551, 739, 836, 761]
brand-block bbox=[743, 8, 933, 70]
